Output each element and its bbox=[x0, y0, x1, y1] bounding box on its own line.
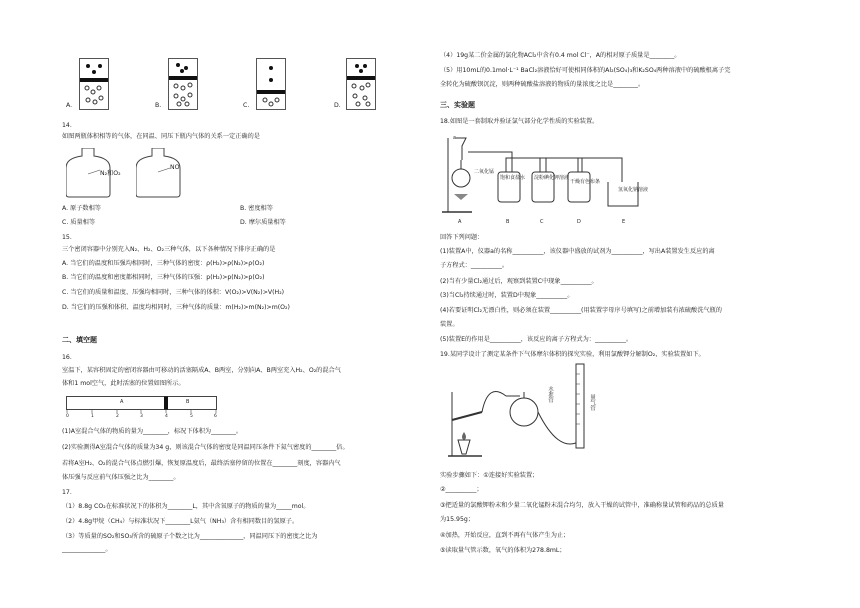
q16-scale-1: 1 bbox=[91, 414, 94, 419]
q16-intro-line-2: 体和1 mol空气，此时活塞的位置如图所示。 bbox=[62, 380, 185, 387]
q15-stem: 三个密闭容器中分别充入N₂、H₂、O₂三种气体，以下各种情况下排序正确的是 bbox=[62, 246, 276, 253]
q18-label-b: B bbox=[506, 219, 510, 225]
q19-steps-header: 实验步骤如下：①连接好实验装置； bbox=[440, 472, 539, 479]
q18-label-d: D bbox=[577, 219, 581, 225]
q13-figure-b bbox=[168, 58, 198, 110]
q18-tag-a: a bbox=[453, 135, 457, 141]
q18-part-1: (1)装置A中，仪器a的名称__________，该仪器中盛放的试剂为__________，写出A装置发生反应的离 bbox=[440, 248, 715, 255]
q19-step-4: ④加热，开始反应，直到不再有气体产生为止； bbox=[440, 532, 570, 539]
q13-option-d: D. bbox=[334, 102, 341, 109]
prev-question-part-4: （4）19g某二价金属的氯化物ACl₂中含有0.4 mol Cl⁻，A的相对原子质量是________。 bbox=[440, 52, 681, 59]
q15-number: 15. bbox=[62, 234, 72, 241]
q19-stem: 19.某同学设计了测定某条件下气体摩尔体积的探究实验，利用氯酸钾分解制O₂，实验装置如下。 bbox=[440, 351, 705, 358]
q19-step-3-cont: 为15.95g； bbox=[440, 516, 475, 523]
q18-answer-header: 回答下列问题： bbox=[440, 234, 484, 241]
right-column bbox=[440, 0, 810, 608]
q17-part-3: （3）等质量的SO₂和SO₃所含的硫原子个数之比为______________，同温同压下的密度之比为 bbox=[62, 533, 318, 540]
q18-label-c: C bbox=[540, 219, 544, 225]
q16-scale-5: 5 bbox=[190, 414, 193, 419]
q17-part-1: （1）8.8g CO₂在标准状况下的体积为________L，其中含氧原子的物质的量为_____mol。 bbox=[62, 503, 310, 510]
q16-scale-0: 0 bbox=[66, 414, 69, 419]
q19-step-3: ③把适量的氯酸钾粉末和少量二氧化锰粉末混合均匀，放入干燥的试管中，准确称量试管和药品的总质量 bbox=[440, 502, 724, 509]
q16-part-2-cont: 若将A室H₂、O₂的混合气体点燃引爆，恢复原温度后，最终活塞停留的位置在________刻度，容器内气 bbox=[62, 460, 341, 467]
q14-bottle-2 bbox=[136, 148, 198, 198]
q19-step-5: ⑤读取量气管示数，氧气的体积为278.8mL； bbox=[440, 547, 566, 554]
q13-figure-c bbox=[256, 58, 286, 110]
q18-tag-b: 饱和食盐水 bbox=[500, 175, 526, 181]
q14-option-d: D. 摩尔质量相等 bbox=[240, 219, 286, 226]
q14-option-a: A. 原子数相等 bbox=[62, 205, 101, 212]
q16-scale-4: 4 bbox=[165, 414, 168, 419]
q18-part-4: (4)若要证明Cl₂无漂白性，则必须在装置__________(用装置字母序号填写)之前增加装有浓硫酸洗气瓶的 bbox=[440, 307, 722, 314]
q19-tag-gas-tube: 量气管 bbox=[589, 394, 595, 411]
q14-option-c: C. 质量相等 bbox=[62, 219, 96, 226]
q16-part-1: (1)A室混合气体的物质的量为________，标况下体积为________。 bbox=[62, 428, 243, 435]
q18-part-2: (2)当有少量Cl₂通过后，观察到装置C中现象__________。 bbox=[440, 278, 598, 285]
q13-option-c: C. bbox=[243, 102, 250, 109]
q19-apparatus-diagram bbox=[448, 362, 608, 462]
q16-part-2-end: 体压强与反应前气体压强之比为________。 bbox=[62, 474, 180, 481]
q18-part-4-cont: 装置。 bbox=[440, 321, 459, 328]
q16-part-2: (2)实验测得A室混合气体的质量为34 g，则该混合气体的密度是同温同压条件下氦气密度的________倍。 bbox=[62, 444, 349, 451]
q16-intro-line-1: 室温下，某容积固定的密闭容器由可移动的活塞隔成A、B两室，分别向A、B两室充入H₂、O₂的混合气 bbox=[62, 367, 341, 374]
q18-part-1-cont: 子方程式：__________。 bbox=[440, 262, 509, 269]
q15-option-b: B. 当它们的温度和密度都相同时，三种气体的压强：p(H₂)>p(N₂)>p(O₂) bbox=[62, 274, 265, 281]
q13-option-a: A. bbox=[66, 102, 73, 109]
q18-part-3: (3)当Cl₂持续通过时，装置D中现象__________。 bbox=[440, 292, 574, 299]
q15-option-d: D. 当它们的压强和体积、温度均相同时，三种气体的质量：m(H₂)>m(N₂)>m(O₂) bbox=[62, 304, 290, 311]
q13-figure-d bbox=[346, 58, 376, 110]
q17-number: 17. bbox=[62, 489, 72, 496]
q14-bottle-1-label: N₂和O₂ bbox=[100, 170, 121, 177]
q17-part-2: （2）4.8g甲烷（CH₄）与标准状况下________L氨气（NH₃）含有相同数目的氢原子。 bbox=[62, 518, 299, 525]
q13-figure-a bbox=[79, 58, 109, 110]
q18-tag-mno2: 二氧化锰 bbox=[474, 169, 495, 175]
q14-option-b: B. 密度相等 bbox=[240, 205, 273, 212]
q19-tag-water-tube: 水准管 bbox=[547, 386, 553, 403]
q16-number: 16. bbox=[62, 354, 72, 361]
q17-part-3-end: ______________。 bbox=[62, 546, 112, 553]
q14-stem: 如图两瓶体积相等的气体，在同温、同压下瓶内气体的关系一定正确的是 bbox=[62, 133, 260, 140]
q18-stem: 18.如图是一套制取并验证氯气部分化学性质的实验装置。 bbox=[440, 118, 599, 125]
q18-part-5: (5)装置E的作用是__________，该反应的离子方程式为：__________。 bbox=[440, 336, 633, 343]
section-2-title: 二、填空题 bbox=[62, 336, 97, 344]
q15-option-c: C. 当它们的质量和温度、压强均相同时，三种气体的体积：V(O₂)>V(N₂)>V(H₂) bbox=[62, 289, 285, 296]
q18-tag-e: 氢氧化钠溶液 bbox=[618, 187, 649, 193]
q15-option-a: A. 当它们的温度和压强均相同时，三种气体的密度：ρ(H₂)>ρ(N₂)>ρ(O₂) bbox=[62, 260, 265, 267]
q16-chamber-b-label: B bbox=[186, 399, 190, 405]
prev-question-part-5-cont: 全转化为硫酸钡沉淀，则两种硫酸盐溶液的物质的量浓度之比是________。 bbox=[440, 81, 645, 88]
q16-scale-2: 2 bbox=[116, 414, 119, 419]
q14-bottle-2-label: NO bbox=[170, 164, 180, 171]
q18-tag-c: 淀粉碘化钾溶液 bbox=[534, 175, 570, 181]
q18-tag-d: 干燥有色布条 bbox=[570, 179, 601, 185]
left-column bbox=[62, 0, 422, 608]
q14-number: 14. bbox=[62, 122, 72, 129]
q16-scale-3: 3 bbox=[140, 414, 143, 419]
q19-step-2: ②__________； bbox=[440, 486, 483, 493]
q18-label-a: A bbox=[458, 219, 462, 225]
prev-question-part-5: （5）用10mL的0.1mol·L⁻¹ BaCl₂溶液恰好可使相同体积的Al₂(SO₄)₃和K₂SO₄两种溶液中的硫酸根离子完 bbox=[440, 67, 731, 74]
q16-chamber-a-label: A bbox=[120, 399, 124, 405]
section-3-title: 三、实验题 bbox=[440, 101, 475, 109]
q13-option-b: B. bbox=[155, 102, 162, 109]
q18-label-e: E bbox=[622, 219, 626, 225]
q16-scale-6: 6 bbox=[214, 414, 217, 419]
